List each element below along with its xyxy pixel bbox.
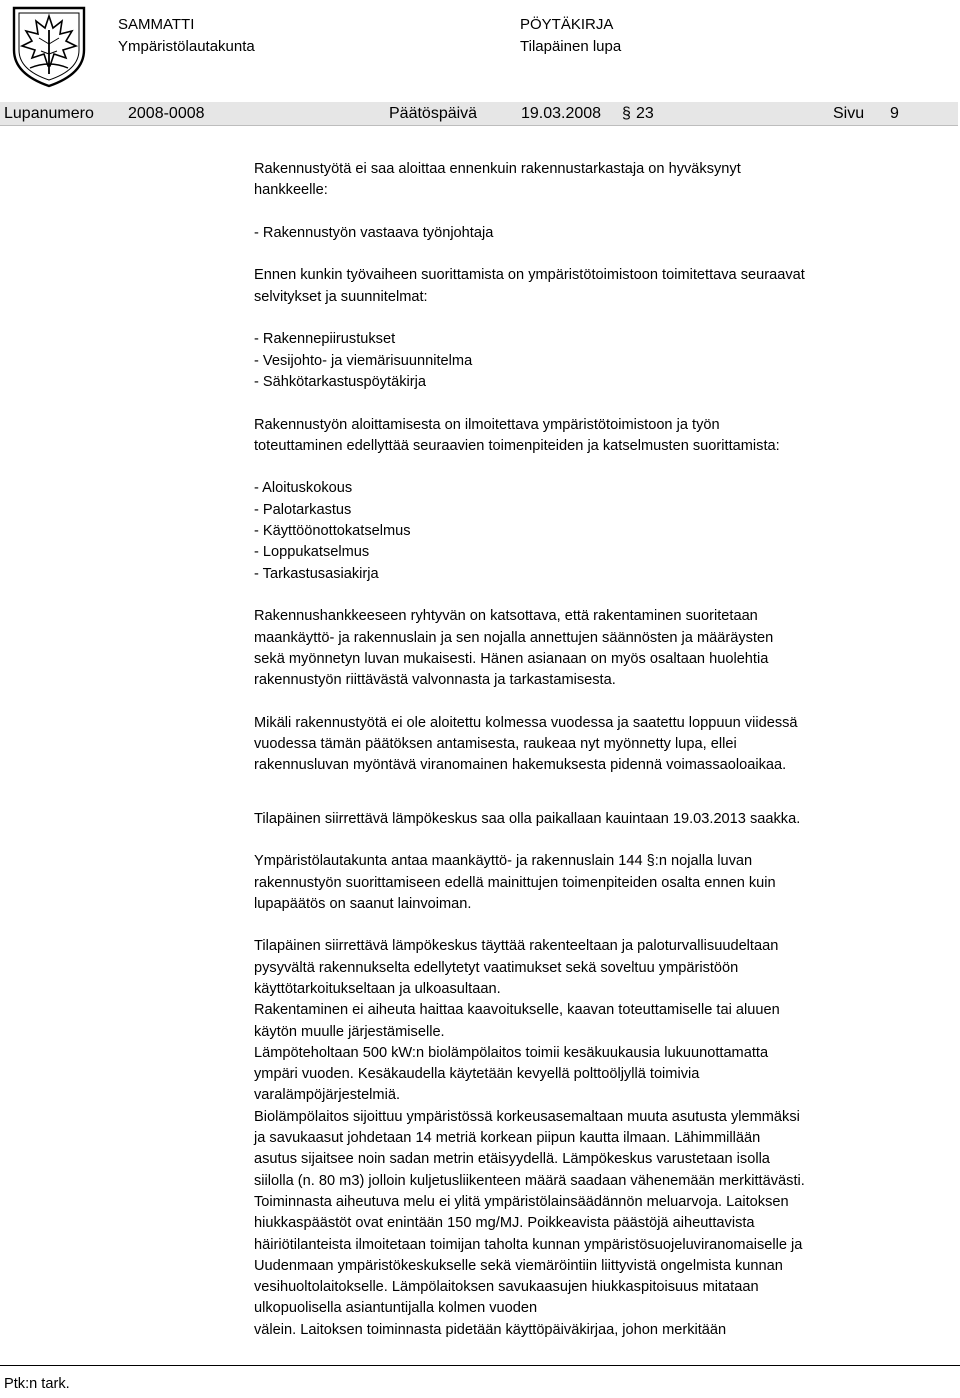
org-name: SAMMATTI xyxy=(118,16,195,33)
list-inspections xyxy=(254,478,944,584)
paragraph-temporary-duration: Tilapäinen siirrettävä lämpökeskus saa olla paikallaan kauintaan 19.03.2013 saakka. xyxy=(254,810,801,827)
paragraph-supervisor: - Rakennustyön vastaava työnjohtaja xyxy=(254,224,494,241)
footer-reviewer-label: Ptk:n tark. xyxy=(4,1376,70,1392)
paragraph-required-reports: Ennen kunkin työvaiheen suorittamista on ympäristötoimistoon toimitettava seuraavat selvitykset ja suunnitelmat: xyxy=(254,267,805,305)
section-symbol: § xyxy=(622,105,631,122)
paragraph-justification: Tilapäinen siirrettävä lämpökeskus täyttää rakenteeltaan ja paloturvallisuudeltaan pysyvältä rakennukselta edellytetyt vaatimukset sekä soveltuu ympäristöön käyttötarkoitukseltaan ja ulkoasultaan. Rakentaminen ei aiheuta haittaa kaavoitukselle, kaavan toteuttamiselle tai aluuen käytön muulle järjestämiselle. Lämpöteholtaan 500 kW:n biolämpölaitos toimii kesäkuukausia lukuunottamatta ympäri vuoden. Kesäkaudella käytetään kevyellä polttoöljyllä toimivia varalämpöjärjestelmiä. Biolämpölaitos sijoittuu ympäristössä korkeusasemaltaan muuta asutusta ylemmäksi ja savukaasut johdetaan 14 metriä korkean piipun kautta ilmaan. Lähimmillään asutus sijaitsee noin sadan metrin etäisyydellä. Lämpökeskus varustetaan isolla siilolla (n. 80 m3) jolloin kuljetusliikenteen määrä saadaan vähenemään merkittävästi. Toiminnasta aiheutuva melu ei ylitä ympäristölainsäädännön meluarvoja. Laitoksen hiukkaspäästöt ovat enintään 150 mg/MJ. Poikkeavista päästöjä aiheuttavista häiriötilanteista ilmoitetaan toimijan taholta kunnan ympäristösuojeluviranomaiselle ja Uudenmaan ympäristökeskukselle sekä viemäröintiin liittyvistä ongelmista kunnan vesihuoltolaitokselle. Lämpölaitoksen savukaasujen hiukkaspitoisuus mitataan ulkopuolisella asiantuntijalla kolmen vuoden välein. Laitoksen toiminnasta pidetään käyttöpäiväkirjaa, johon merkitään xyxy=(254,938,805,1338)
lupanumero-value: 2008-0008 xyxy=(128,105,205,122)
section-number: 23 xyxy=(636,105,654,122)
document-type: PÖYTÄKIRJA xyxy=(520,16,614,33)
paragraph-start-conditions: Rakennustyötä ei saa aloittaa ennenkuin rakennustarkastaja on hyväksynyt hankkeelle: xyxy=(254,161,741,199)
document-subject: Tilapäinen lupa xyxy=(520,38,622,55)
list-item: - Aloituskokous xyxy=(254,480,353,497)
municipal-crest-logo xyxy=(6,4,92,88)
list-item: - Sähkötarkastuspöytäkirja xyxy=(254,373,426,390)
list-item: - Käyttöönottokatselmus xyxy=(254,523,411,540)
metadata-bar xyxy=(0,102,958,126)
org-committee: Ympäristölautakunta xyxy=(118,38,255,55)
sivu-label: Sivu xyxy=(833,105,865,122)
list-item: - Tarkastusasiakirja xyxy=(254,565,379,582)
lupanumero-label: Lupanumero xyxy=(4,105,94,122)
header-organization xyxy=(118,14,255,58)
paragraph-builder-duties: Rakennushankkeeseen ryhtyvän on katsottava, että rakentaminen suoritetaan maankäyttö- ja rakennuslain ja sen nojalla annettujen säännösten ja määräysten sekä myönnetyn luvan mukaisesti. Hänen asianaan on myös osaltaan huolehtia rakennustyön riittävästä valvonnasta ja tarkastamisesta. xyxy=(254,608,774,689)
paragraph-start-notification: Rakennustyön aloittamisesta on ilmoitettava ympäristötoimistoon ja työn toteuttaminen edellyttää seuraavien toimenpiteiden ja katselmusten suorittamista: xyxy=(254,416,780,454)
list-item: - Loppukatselmus xyxy=(254,544,370,561)
paatospaiva-label: Päätöspäivä xyxy=(389,105,478,122)
paragraph-early-start-permission: Ympäristölautakunta antaa maankäyttö- ja rakennuslain 144 §:n nojalla luvan rakennustyön suorittamiseen edellä mainittujen toimenpiteiden osalta ennen kuin lupapäätös on saanut lainvoiman. xyxy=(254,853,776,912)
footer-divider xyxy=(0,1365,960,1366)
list-item: - Vesijohto- ja viemärisuunnitelma xyxy=(254,352,473,369)
header-document-info xyxy=(520,14,621,58)
list-required-plans xyxy=(254,329,944,393)
paatospaiva-value: 19.03.2008 xyxy=(521,105,602,122)
sivu-value: 9 xyxy=(890,105,899,122)
list-item: - Palotarkastus xyxy=(254,501,352,518)
document-body xyxy=(254,159,944,1341)
paragraph-permit-expiry: Mikäli rakennustyötä ei ole aloitettu kolmessa vuodessa ja saatettu loppuun viidessä vuodessa tämän päätöksen antamisesta, raukeaa nyt myönnetty lupa, ellei rakennusluvan myöntävä viranomainen hakemuksesta pidennä voimassaoloaikaa. xyxy=(254,714,798,774)
list-item: - Rakennepiirustukset xyxy=(254,331,396,348)
